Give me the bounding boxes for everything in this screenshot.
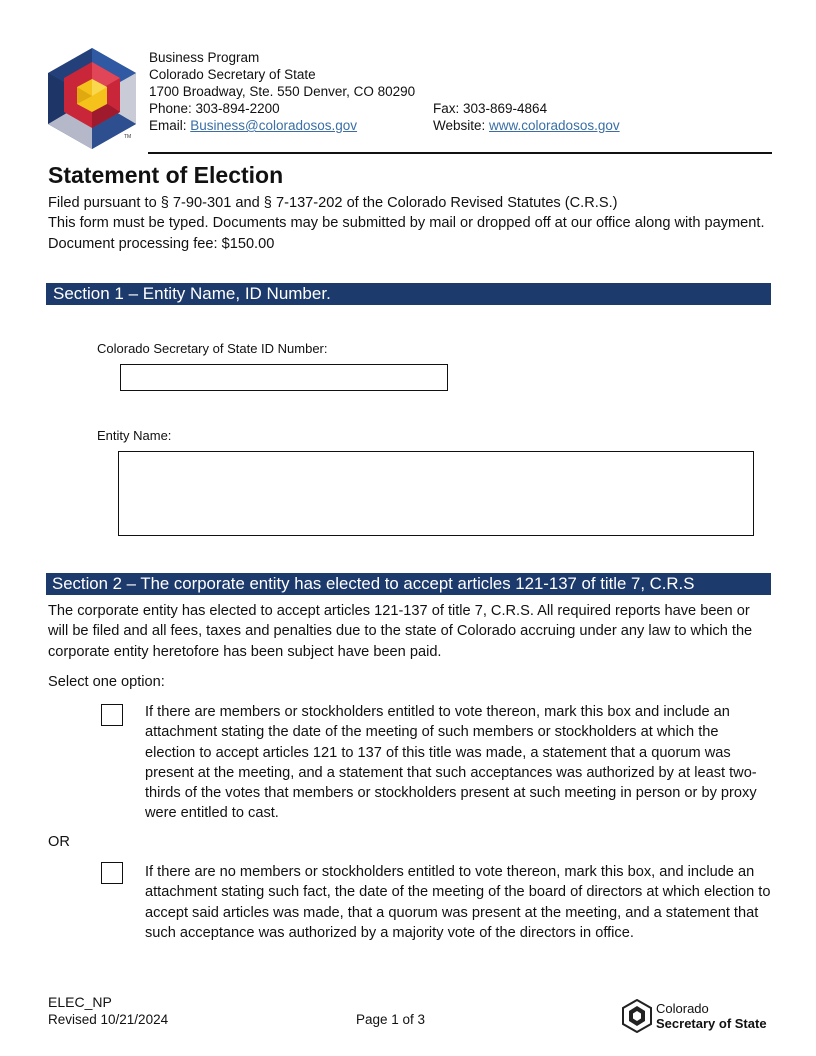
website-line — [433, 117, 620, 134]
fax: Fax: 303-869-4864 — [433, 101, 548, 116]
sos-mark-icon — [622, 999, 652, 1033]
intro-instructions: This form must be typed. Documents may be submitted by mail or dropped off at our office along with payment. — [48, 215, 765, 232]
website-label: Website: — [433, 118, 490, 133]
logo-trademark: TM — [124, 134, 132, 140]
page-title: Statement of Election — [48, 162, 284, 188]
brand-line-1: Colorado — [656, 1001, 709, 1016]
option2-text: If there are no members or stockholders entitled to vote thereon, mark this box, and include an attachment stating such fact, the date of the meeting of the board of directors at which election to accept said articles was made, that a quorum was present at the meeting, and a statement that such acceptance was authorized by a majority vote of the directors in office. — [145, 864, 771, 941]
phone: Phone: 303-894-2200 — [149, 101, 280, 116]
intro-statute: Filed pursuant to § 7-90-301 and § 7-137-202 of the Colorado Revised Statutes (C.R.S.) — [48, 195, 618, 211]
select-prompt: Select one option: — [48, 674, 165, 690]
id-number-label: Colorado Secretary of State ID Number: — [97, 341, 328, 356]
page-number: Page 1 of 3 — [356, 1012, 426, 1027]
brand-line-2: Secretary of State — [656, 1016, 767, 1031]
form-code: ELEC_NP — [48, 994, 112, 1010]
org-line-1: Business Program — [149, 50, 260, 65]
email-link[interactable]: Business@coloradosos.gov — [190, 118, 358, 133]
website-link[interactable]: www.coloradosos.gov — [489, 118, 620, 133]
section2-heading: Section 2 – The corporate entity has elected to accept articles 121-137 of title 7, C.R.S — [46, 573, 771, 595]
entity-name-input[interactable] — [118, 451, 754, 536]
section2-description: The corporate entity has elected to accept articles 121-137 of title 7, C.R.S. All required reports have been or will be filed and all fees, taxes and penalties due to the state of Colorado accruing under any law to which the corporate entity heretofore has been subject have been paid. — [48, 603, 753, 660]
option1-text: If there are members or stockholders entitled to vote thereon, mark this box and include an attachment stating the date of the meeting of such members or stockholders at which the election to accept articles 121 to 137 of this title was made, a statement that a quorum was present at the meeting, and a statement that such acceptances was authorized by at least two-thirds of the votes that members or stockholders present at such meeting in person or by proxy were entitled to cast. — [145, 704, 757, 822]
id-number-input[interactable] — [120, 364, 448, 391]
or-label: OR — [48, 834, 70, 850]
entity-name-label: Entity Name: — [97, 428, 172, 443]
section1-heading: Section 1 – Entity Name, ID Number. — [46, 283, 771, 305]
option1-checkbox[interactable] — [101, 704, 123, 726]
revised-date: Revised 10/21/2024 — [48, 1012, 169, 1027]
intro-fee: Document processing fee: $150.00 — [48, 235, 275, 252]
option2-checkbox[interactable] — [101, 862, 123, 884]
email-line — [149, 117, 357, 134]
sos-logo — [46, 46, 138, 152]
header-divider — [148, 152, 772, 154]
org-address: 1700 Broadway, Ste. 550 Denver, CO 80290 — [149, 84, 416, 99]
email-label: Email: — [149, 118, 191, 133]
org-line-2: Colorado Secretary of State — [149, 67, 316, 82]
intro — [48, 193, 772, 254]
